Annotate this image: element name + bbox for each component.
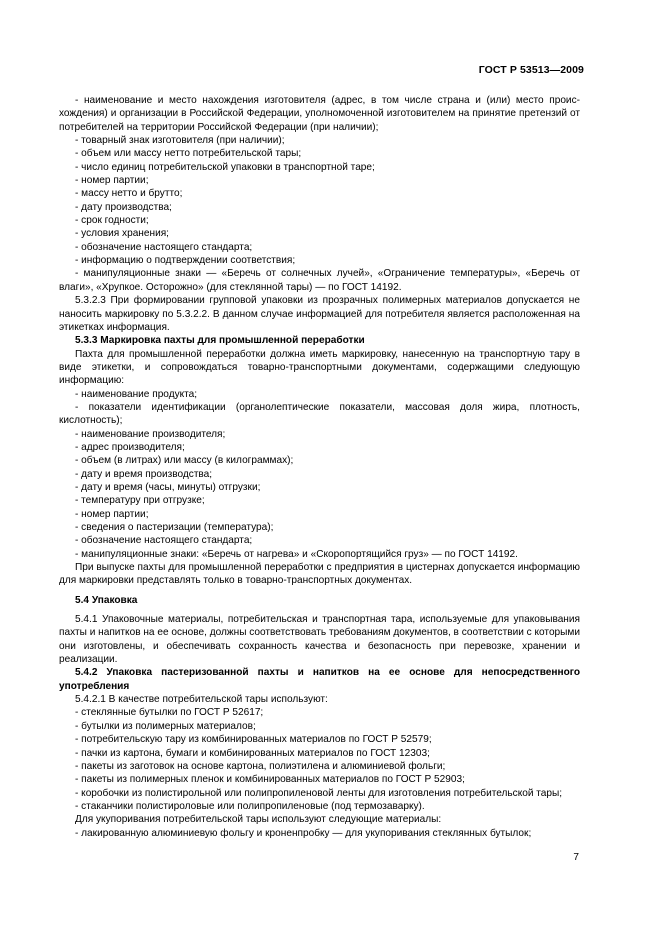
- paragraph: Для укупоривания потребительской тары используют следующие материалы:: [75, 814, 442, 826]
- list-item: - наименование производителя;: [75, 428, 226, 440]
- list-item: - номер партии;: [75, 508, 149, 520]
- paragraph: 5.3.2.3 При формировании групповой упаковки из прозрачных полимерных материалов допускается не наносить маркировку по 5.3.2.2. В данном случае информацией для потребителя является расположенная на этикетках информация.: [59, 295, 580, 333]
- list-item: - товарный знак изготовителя (при наличии);: [75, 135, 285, 147]
- list-item: - стеклянные бутылки по ГОСТ Р 52617;: [75, 707, 264, 719]
- list-item: - показатели идентификации (органолептические показатели, массовая доля жира, плотность, кислотность);: [59, 401, 580, 427]
- paragraph: 5.4.2.1 В качестве потребительской тары используют:: [75, 694, 328, 706]
- list-item: - потребительскую тару из комбинированных материалов по ГОСТ Р 52579;: [75, 734, 432, 746]
- list-item: - стаканчики полистироловые или полипропиленовые (под термозаварку).: [75, 800, 425, 812]
- paragraph: 5.4.1 Упаковочные материалы, потребительская и транспортная тара, используемые для упаковывания пахты и напитков на ее основе, должны соответствовать требованиям документов, в соответствии с которыми они изготовлены, и обеспечивать сохранность качества и безопасность при перевозке, хранении и реализации.: [59, 614, 580, 666]
- list-item: - дату и время (часы, минуты) отгрузки;: [75, 481, 261, 493]
- list-item: - температуру при отгрузке;: [75, 495, 205, 507]
- list-item: - обозначение настоящего стандарта;: [75, 535, 253, 547]
- list-item: - число единиц потребительской упаковки в транспортной таре;: [75, 161, 375, 173]
- list-item: - номер партии;: [75, 175, 149, 187]
- list-item: - манипуляционные знаки — «Беречь от солнечных лучей», «Ограничение температуры», «Беречь от влаги», «Хрупкое. Осторожно» (для стеклянной тары) — по ГОСТ 14192.: [59, 268, 580, 293]
- paragraph: - наименование и место нахождения изготовителя (адрес, в том числе страна и (или) место происхождения) и организации в Российской Федерации, уполномоченной изготовителем на принятие претензий от потребителей на территории Российской Федерации (при наличии);: [59, 95, 580, 133]
- list-item: - срок годности;: [75, 215, 149, 227]
- list-item: - пачки из картона, бумаги и комбинированных материалов по ГОСТ 12303;: [75, 747, 430, 759]
- list-item: - сведения о пастеризации (температура);: [75, 522, 274, 533]
- list-item: - информацию о подтверждении соответствия;: [75, 255, 296, 267]
- section-heading: 5.4.2 Упаковка пастеризованной пахты и напитков на ее основе для непосредственного употребления: [59, 667, 580, 692]
- list-item: - коробочки из полистирольной или полипропиленовой ленты для изготовления потребительской тары;: [75, 787, 563, 799]
- list-item: - пакеты из заготовок на основе картона, полиэтилена и алюминиевой фольги;: [75, 760, 446, 772]
- list-item: - лакированную алюминиевую фольгу и кроненпробку — для укупоривания стеклянных бутылок;: [75, 827, 532, 839]
- paragraph: Пахта для промышленной переработки должна иметь маркировку, нанесенную на транспортную тару в виде этикетки, и сопровождаться товарно-транспортными документами, содержащими следующую информацию:: [59, 348, 580, 387]
- list-item: - манипуляционные знаки: «Беречь от нагрева» и «Скоропортящийся груз» — по ГОСТ 14192.: [75, 548, 518, 560]
- paragraph: При выпуске пахты для промышленной переработки с предприятия в цистернах допускается информацию для маркировки представлять только в товарно-транспортных документах.: [59, 562, 580, 587]
- list-item: - массу нетто и брутто;: [75, 188, 183, 200]
- section-heading: 5.3.3 Маркировка пахты для промышленной переработки: [75, 335, 365, 347]
- list-item: - условия хранения;: [75, 228, 169, 240]
- section-heading: 5.4 Упаковка: [75, 594, 138, 606]
- page-number: 7: [573, 852, 579, 863]
- list-item: - пакеты из полимерных пленок и комбинированных материалов по ГОСТ Р 52903;: [75, 774, 465, 786]
- document-body: [59, 94, 580, 840]
- page-header: ГОСТ Р 53513—2009: [478, 64, 584, 76]
- list-item: - наименование продукта;: [75, 388, 198, 400]
- list-item: - объем или массу нетто потребительской тары;: [75, 148, 302, 160]
- list-item: - объем (в литрах) или массу (в килограммах);: [75, 455, 294, 467]
- list-item: - бутылки из полимерных материалов;: [75, 720, 256, 732]
- list-item: - дату и время производства;: [75, 468, 213, 480]
- list-item: - обозначение настоящего стандарта;: [75, 241, 253, 253]
- list-item: - дату производства;: [75, 201, 172, 213]
- list-item: - адрес производителя;: [75, 441, 185, 453]
